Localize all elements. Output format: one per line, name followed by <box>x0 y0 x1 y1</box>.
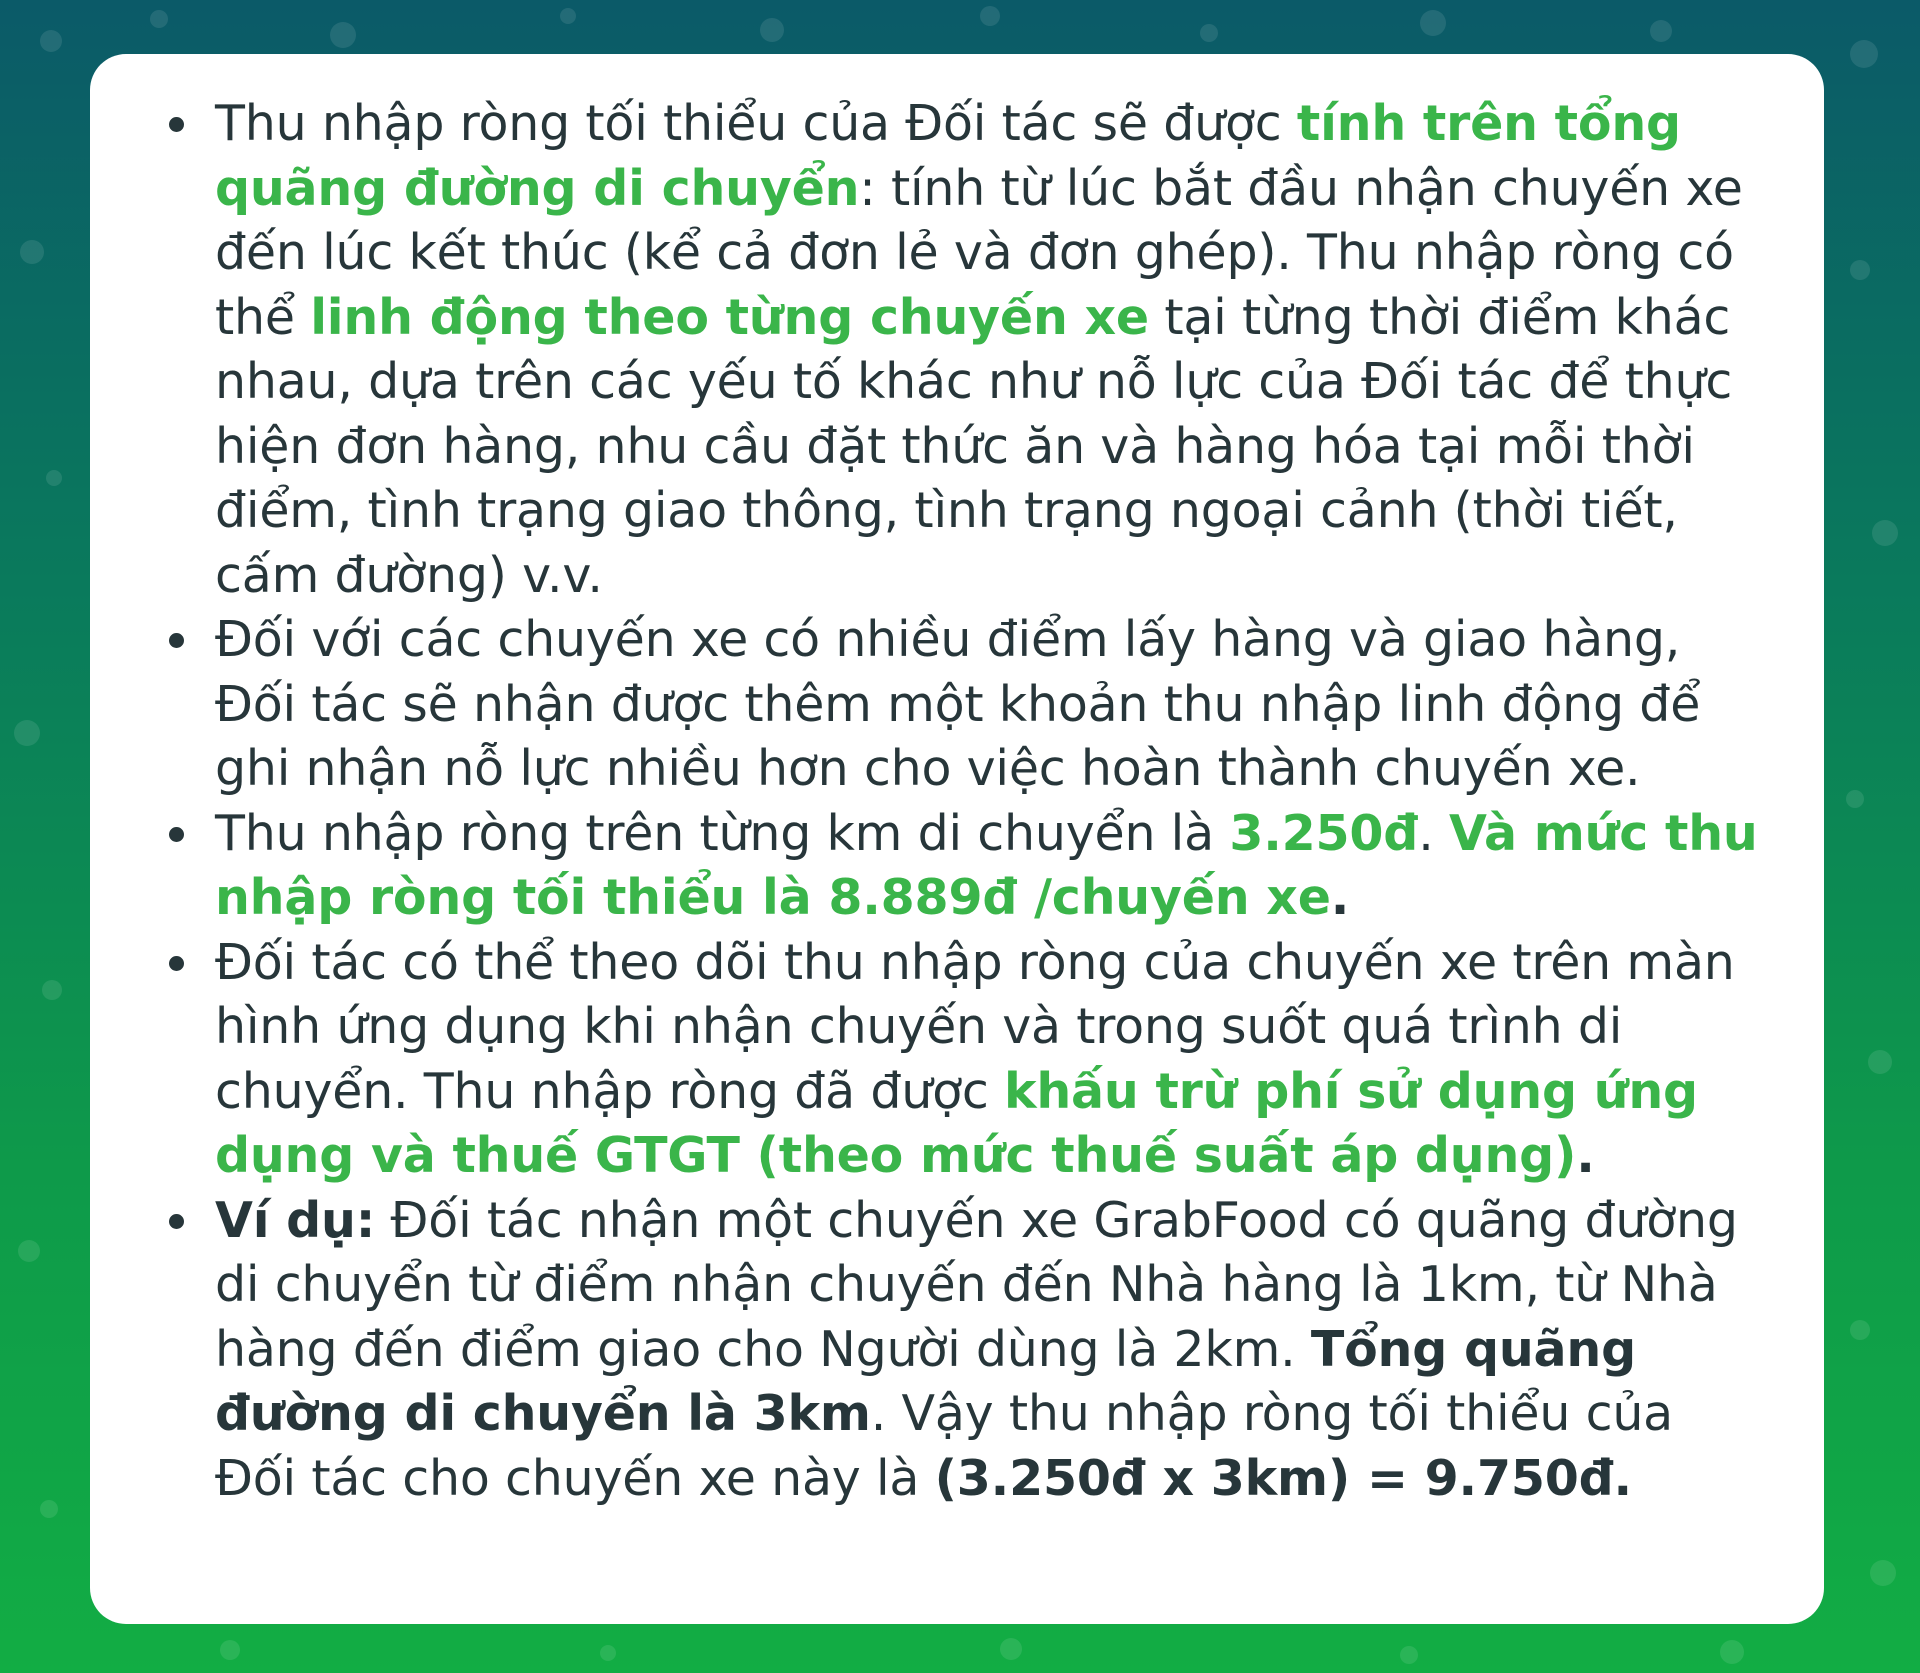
decorative-dot <box>1850 1320 1870 1340</box>
bullet-icon <box>169 633 184 648</box>
bold-text: (3.250đ x 3km) = 9.750đ. <box>934 1449 1632 1507</box>
bullet-list <box>215 92 1764 1511</box>
list-item <box>215 802 1764 931</box>
bullet-icon <box>169 117 184 132</box>
decorative-dot <box>18 1240 40 1262</box>
bold-text: Ví dụ: <box>215 1191 376 1249</box>
decorative-dot <box>220 1640 240 1660</box>
bold-text: Tổng quãng đường di chuyển là 3km <box>215 1320 1636 1442</box>
list-item <box>215 1189 1764 1512</box>
content-card <box>90 54 1824 1624</box>
highlight-text: 3.250đ <box>1229 804 1419 862</box>
decorative-dot <box>1868 1050 1892 1074</box>
highlight-text: tính trên tổng quãng đường di chuyển <box>215 95 1681 217</box>
decorative-dot <box>20 240 44 264</box>
decorative-dot <box>1850 260 1870 280</box>
decorative-dot <box>1650 20 1672 42</box>
text: tại từng thời điểm khác nhau, dựa trên các yếu tố khác như nỗ lực của Đối tác để thực hiện đơn hàng, nhu cầu đặt thức ăn và hàng hóa tại mỗi thời điểm, tình trạng giao thông, tình trạng ngoại cảnh (thời tiết, cấm đường) v.v. <box>215 288 1733 604</box>
decorative-dot <box>1846 790 1864 808</box>
bullet-icon <box>169 1214 184 1229</box>
text: Đối tác nhận một chuyến xe GrabFood có quãng đường di chuyển từ điểm nhận chuyến đến Nhà hàng là 1km, từ Nhà hàng đến điểm giao cho Người dùng là 2km. <box>215 1191 1738 1378</box>
bold-text: . <box>1330 869 1350 926</box>
decorative-dot <box>1720 1640 1744 1664</box>
decorative-dot <box>330 22 356 48</box>
text: Thu nhập ròng trên từng km di chuyển là <box>215 804 1230 862</box>
decorative-dot <box>760 18 784 42</box>
list-item <box>215 931 1764 1189</box>
decorative-dot <box>1000 1638 1022 1660</box>
highlight-text: khấu trừ phí sử dụng ứng dụng và thuế GTGT (theo mức thuế suất áp dụng) <box>215 1062 1698 1184</box>
decorative-dot <box>46 470 62 486</box>
decorative-dot <box>42 980 62 1000</box>
decorative-dot <box>1872 520 1898 546</box>
bold-text: . <box>1576 1127 1595 1184</box>
bullet-icon <box>169 956 184 971</box>
highlight-text: Và mức thu nhập ròng tối thiểu là 8.889đ /chuyến xe <box>215 804 1758 926</box>
decorative-dot <box>560 8 576 24</box>
list-item <box>215 92 1764 608</box>
bullet-icon <box>169 827 184 842</box>
decorative-dot <box>600 1645 616 1661</box>
highlight-text: linh động theo từng chuyến xe <box>310 288 1149 346</box>
decorative-dot <box>980 6 1000 26</box>
text: Thu nhập ròng tối thiểu của Đối tác sẽ được <box>215 95 1297 152</box>
list-item <box>215 608 1764 802</box>
text: : tính từ lúc bắt đầu nhận chuyến xe đến lúc kết thúc (kể cả đơn lẻ và đơn ghép). Thu nhập ròng có thể <box>215 159 1743 346</box>
text: Đối tác có thể theo dõi thu nhập ròng của chuyến xe trên màn hình ứng dụng khi nhận chuyến và trong suốt quá trình di chuyển. Thu nhập ròng đã được <box>215 933 1735 1120</box>
decorative-dot <box>40 30 62 52</box>
decorative-dot <box>1200 24 1218 42</box>
decorative-dot <box>1850 40 1878 68</box>
text: Đối với các chuyến xe có nhiều điểm lấy hàng và giao hàng, Đối tác sẽ nhận được thêm một khoản thu nhập linh động để ghi nhận nỗ lực nhiều hơn cho việc hoàn thành chuyến xe. <box>215 611 1701 797</box>
decorative-dot <box>1400 1646 1418 1664</box>
decorative-dot <box>1870 1560 1896 1586</box>
text: . Vậy thu nhập ròng tối thiểu của Đối tác cho chuyến xe này là <box>215 1385 1674 1507</box>
decorative-dot <box>150 10 168 28</box>
text: . <box>1418 804 1449 862</box>
decorative-dot <box>14 720 40 746</box>
decorative-dot <box>40 1500 58 1518</box>
decorative-dot <box>1420 10 1446 36</box>
